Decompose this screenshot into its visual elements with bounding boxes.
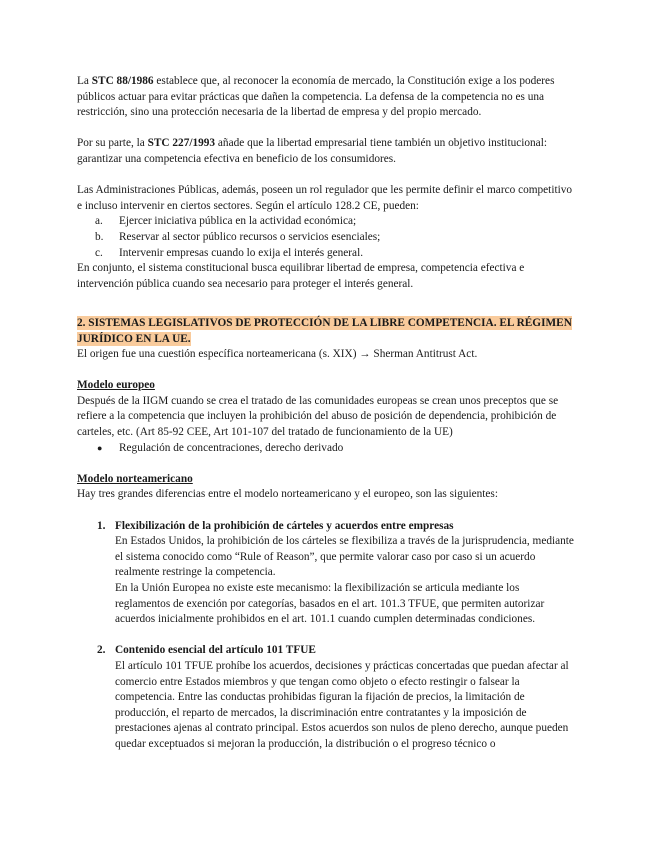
bullet-icon: ● xyxy=(97,442,103,453)
paragraph-diferencias-intro: Hay tres grandes diferencias entre el modelo norteamericano y el europeo, son las siguientes: xyxy=(77,488,498,501)
document-body xyxy=(77,74,577,753)
paragraph-administraciones: Las Administraciones Públicas, además, poseen un rol regulador que les permite definir el marco competitivo e incluso intervenir en ciertos sectores. Según el artículo 128.2 CE, pueden: xyxy=(77,184,573,212)
section-heading: 2. SISTEMAS LEGISLATIVOS DE PROTECCIÓN DE LA LIBRE COMPETENCIA. EL RÉGIMEN JURÍDICO EN LA UE. xyxy=(77,316,572,345)
paragraph-stc-227-1993 xyxy=(77,136,577,167)
paragraph-stc-88-1986 xyxy=(77,74,577,121)
numbered-item-title: Flexibilización de la prohibición de cárteles y acuerdos entre empresas xyxy=(115,519,454,532)
paragraph-conclusion: En conjunto, el sistema constitucional busca equilibrar libertad de empresa, competencia efectiva e intervención pública cuando sea necesario para proteger el interés general. xyxy=(77,262,525,290)
subheading-text: Modelo norteamericano xyxy=(77,472,193,485)
numbered-item-paragraph: En la Unión Europea no existe este mecanismo: la flexibilización se articula mediante los reglamentos de exención por categorías, basados en el art. 101.3 TFUE, que permiten autorizar acuerdos inicialmente prohibidos en el art. 101.1 cuando cumplen determinadas condiciones. xyxy=(115,582,545,626)
section-heading-wrapper xyxy=(77,316,577,347)
list-item xyxy=(77,441,577,457)
numbered-item-1 xyxy=(77,519,577,628)
list-marker: c. xyxy=(95,246,103,259)
citation-stc-227-1993: STC 227/1993 xyxy=(147,137,216,150)
bullet-list xyxy=(77,441,577,457)
list-item xyxy=(77,230,577,246)
numbered-item-paragraph: El artículo 101 TFUE prohíbe los acuerdos, decisiones y prácticas concertadas que puedan afectar al comercio entre Estados miembros y que tengan como objeto o efecto restingir o falsear la competencia. Entre las conductas prohibidas figuran la fijación de precios, la limitación de producción, el reparto de mercados, la discriminación entre contratantes y la imposición de prestaciones ajenas al contrato principal. Estos acuerdos son nulos de pleno derecho, aunque pueden quedar exceptuados si mejoran la producción, la distribución o el progreso técnico o xyxy=(115,659,569,750)
list-item-text: Regulación de concentraciones, derecho derivado xyxy=(119,441,344,454)
list-marker: b. xyxy=(95,230,104,243)
subheading-text: Modelo europeo xyxy=(77,379,155,392)
subheading-modelo-europeo xyxy=(77,378,577,394)
alpha-list xyxy=(77,214,577,261)
list-marker: 1. xyxy=(97,519,106,532)
paragraph-origen: El origen fue una cuestión específica norteamericana (s. XIX) → Sherman Antitrust Act. xyxy=(77,348,478,361)
list-item xyxy=(77,246,577,262)
list-item-text: Ejercer iniciativa pública en la actividad económica; xyxy=(119,215,357,228)
citation-stc-88-1986: STC 88/1986 xyxy=(91,75,154,87)
numbered-item-title: Contenido esencial del artículo 101 TFUE xyxy=(115,644,316,657)
subheading-modelo-norteamericano xyxy=(77,472,577,488)
list-item xyxy=(77,214,577,230)
numbered-item-2 xyxy=(77,643,577,752)
paragraph-modelo-europeo: Después de la IIGM cuando se crea el tratado de las comunidades europeas se crean unos preceptos que se refiere a la competencia que incluyen la prohibición del abuso de posición de dependencia, prohibición de carteles, etc. (Art 85-92 CEE, Art 101-107 del tratado de funcionamiento de la UE) xyxy=(77,394,559,439)
paragraph-text: añade que la libertad empresarial tiene también un objetivo institucional: garantizar una competencia efectiva en beneficio de los consumidores. xyxy=(77,137,547,165)
list-item-text: Reservar al sector público recursos o servicios esenciales; xyxy=(119,230,381,243)
paragraph-text: La xyxy=(77,75,92,87)
list-item-text: Intervenir empresas cuando lo exija el interés general. xyxy=(119,246,364,259)
paragraph-text: Por su parte, la xyxy=(77,137,148,150)
list-marker: a. xyxy=(95,215,103,228)
paragraph-text: establece que, al reconocer la economía de mercado, la Constitución exige a los poderes públicos actuar para evitar prácticas que dañen la competencia. La defensa de la competencia no es una restricción, sino una protección necesaria de la libertad de empresa y del propio mercado. xyxy=(77,75,555,119)
numbered-item-paragraph: En Estados Unidos, la prohibición de los cárteles se flexibiliza a través de la jurisprudencia, mediante el sistema conocido como “Rule of Reason”, que permite valorar caso por caso si un acuerdo realmente restringe la competencia. xyxy=(115,535,574,579)
list-marker: 2. xyxy=(97,644,106,657)
